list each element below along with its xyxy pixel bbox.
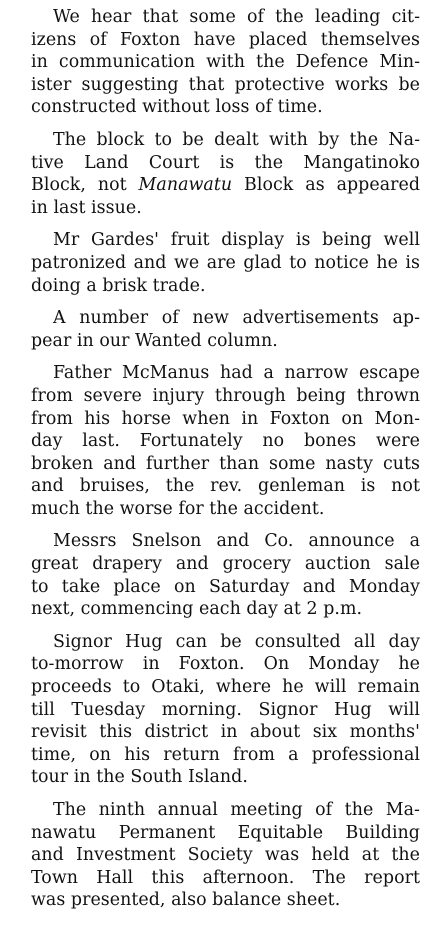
- text-line: and bruises, the rev. genleman is not: [31, 476, 420, 497]
- text-line: from his horse when in Foxton on Mon-: [31, 408, 420, 429]
- text-line: pear in our Wanted column.: [31, 330, 278, 351]
- text-line: in last issue.: [31, 197, 142, 218]
- text-line: Father McManus had a narrow escape: [53, 363, 420, 384]
- article-paragraph: [9, 229, 420, 297]
- text-line: in communication with the Defence Min-: [31, 52, 420, 73]
- text-line: much the worse for the accident.: [31, 498, 325, 519]
- text-line: [9, 174, 420, 197]
- text-line: doing a brisk trade.: [31, 275, 206, 296]
- text-line: The ninth annual meeting of the Ma-: [53, 800, 420, 820]
- italic-word: Manawatu: [138, 175, 233, 196]
- text-line: Messrs Snelson and Co. announce a: [53, 531, 420, 552]
- text-fragment: Block as appeared: [244, 175, 421, 196]
- text-line: nawatu Permanent Equitable Building: [31, 822, 420, 843]
- text-line: day last. Fortunately no bones were: [31, 431, 420, 452]
- text-line: tour in the South Island.: [31, 767, 248, 788]
- text-line: proceeds to Otaki, where he will remain: [31, 677, 420, 698]
- text-line: to-morrow in Foxton. On Monday he: [31, 654, 420, 675]
- article-paragraph: [9, 799, 420, 912]
- text-line: The block to be dealt with by the Na-: [53, 129, 420, 150]
- text-line: patronized and we are glad to notice he is: [31, 252, 420, 273]
- text-line: Mr Gardes' fruit display is being well: [53, 230, 420, 251]
- text-line: Town Hall this afternoon. The report: [31, 867, 420, 888]
- text-line: Signor Hug can be consulted all day: [53, 631, 420, 652]
- article-paragraph: [9, 631, 420, 789]
- article-paragraph: [9, 530, 420, 620]
- text-line: from severe injury through being thrown: [31, 385, 420, 406]
- text-line: broken and further than some nasty cuts: [31, 453, 420, 474]
- text-line: was presented, also balance sheet.: [31, 890, 341, 911]
- text-line: izens of Foxton have placed themselves: [31, 29, 420, 50]
- article-paragraph: [9, 6, 420, 119]
- text-line: time, on his return from a professional: [31, 744, 420, 765]
- text-line: till Tuesday morning. Signor Hug will: [31, 699, 420, 720]
- text-line: to take place on Saturday and Monday: [31, 576, 420, 597]
- text-line: A number of new advertisements ap-: [53, 308, 420, 329]
- text-line: ister suggesting that protective works be: [31, 74, 420, 95]
- text-line: We hear that some of the leading cit-: [53, 7, 420, 27]
- text-line: tive Land Court is the Mangatinoko: [31, 152, 420, 173]
- article-paragraph: [9, 362, 420, 520]
- text-line: great drapery and grocery auction sale: [31, 554, 420, 575]
- text-line: next, commencing each day at 2 p.m.: [31, 599, 363, 620]
- text-line: revisit this district in about six months': [31, 722, 420, 743]
- article-paragraph: [9, 307, 420, 352]
- text-line: constructed without loss of time.: [31, 97, 323, 118]
- text-line: and Investment Society was held at the: [31, 845, 420, 866]
- article-paragraph: [9, 129, 420, 219]
- text-fragment: Block, not: [31, 175, 127, 196]
